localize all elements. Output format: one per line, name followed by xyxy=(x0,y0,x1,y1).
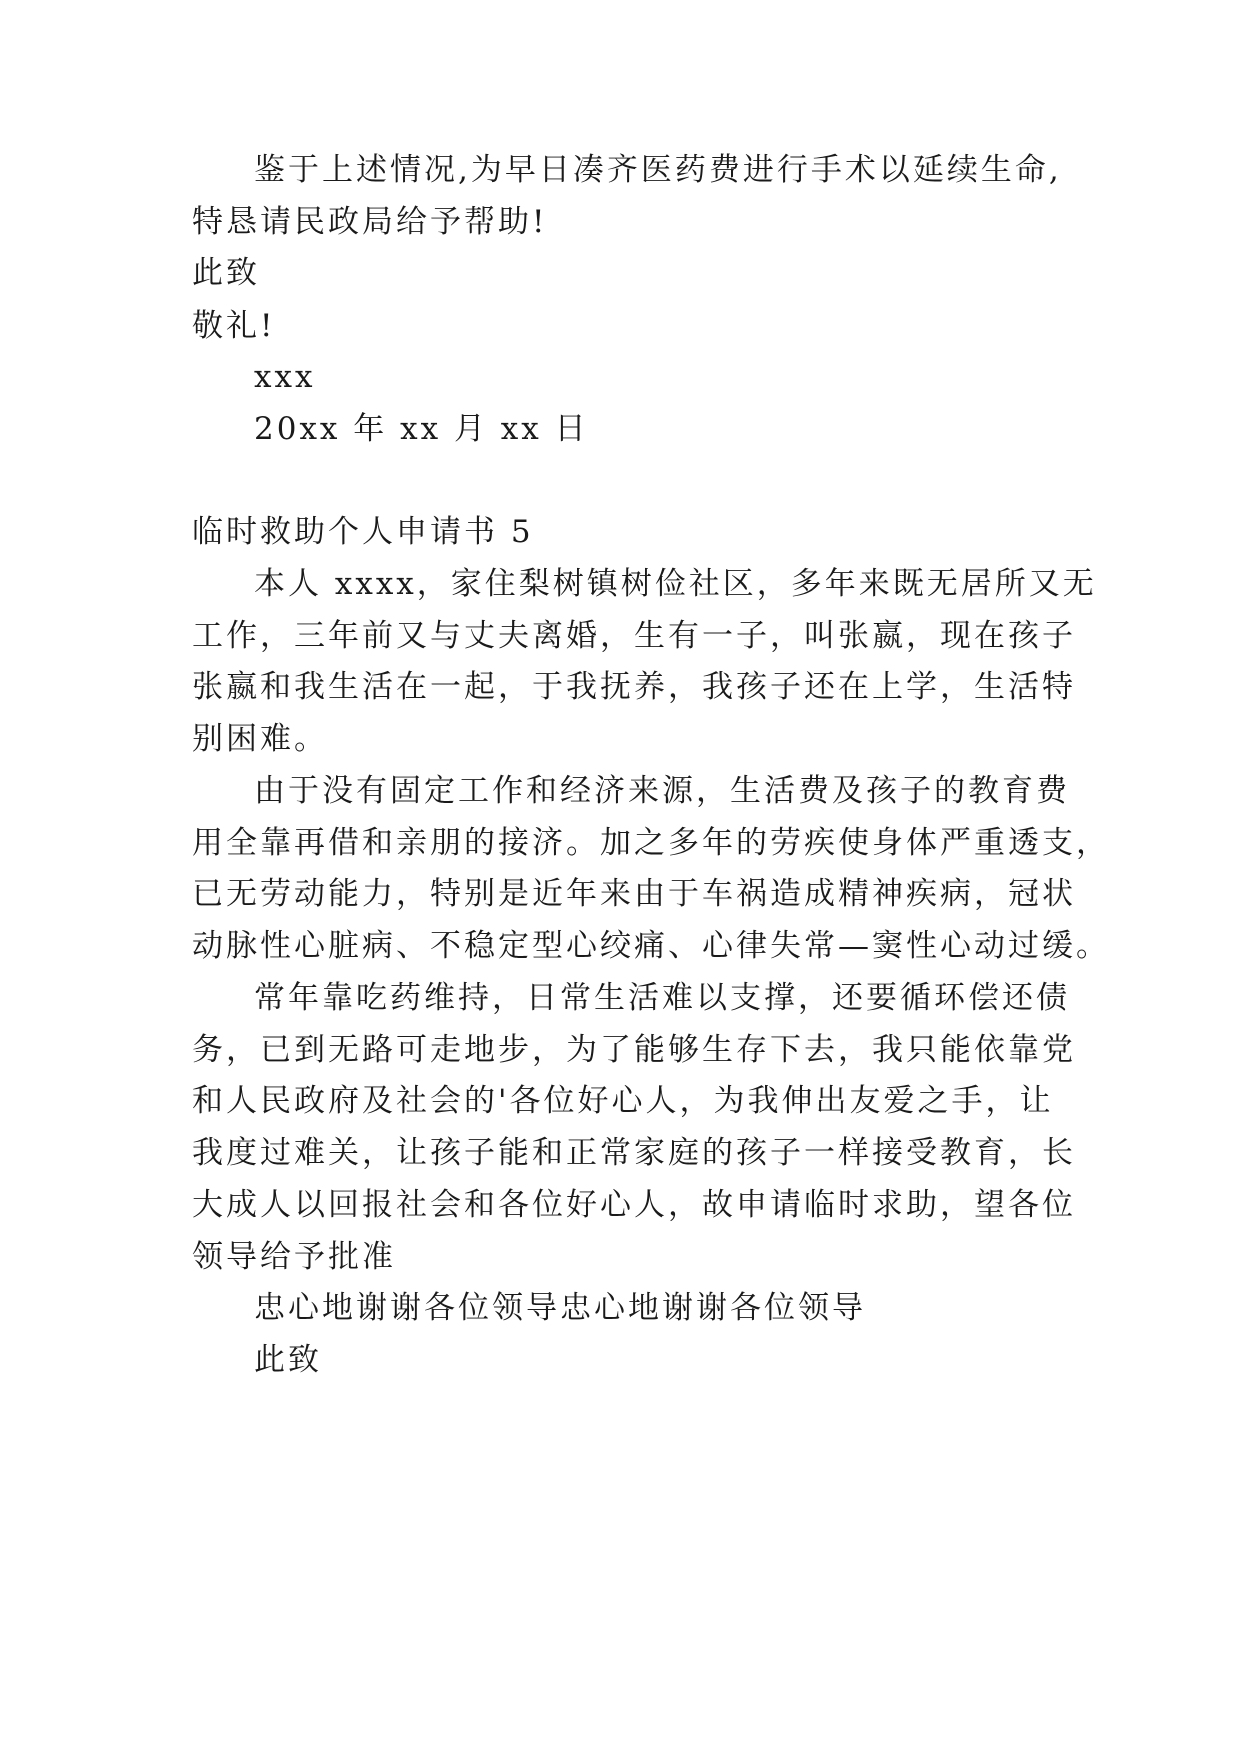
paragraph-line: 我度过难关，让孩子能和正常家庭的孩子一样接受教育，长 xyxy=(192,1135,1076,1171)
paragraph-line: 本人 xxxx，家住梨树镇树俭社区，多年来既无居所又无 xyxy=(254,566,1097,602)
paragraph-line: 由于没有固定工作和经济来源，生活费及孩子的教育费 xyxy=(254,773,1070,809)
closing-text: 此致 xyxy=(192,255,260,291)
paragraph-line: 常年靠吃药维持，日常生活难以支撑，还要循环偿还债 xyxy=(254,980,1070,1016)
paragraph-line: 动脉性心脏病、不稳定型心绞痛、心律失常—窦性心动过缓。 xyxy=(192,928,1110,964)
paragraph-line: 务，已到无路可走地步，为了能够生存下去，我只能依靠党 xyxy=(192,1032,1076,1068)
salute-text: 敬礼! xyxy=(192,308,276,344)
paragraph-line: 已无劳动能力，特别是近年来由于车祸造成精神疾病，冠状 xyxy=(192,876,1076,912)
date-text: 20xx 年 xx 月 xx 日 xyxy=(254,411,589,447)
paragraph-line: 鉴于上述情况,为早日凑齐医药费进行手术以延续生命, xyxy=(254,152,1062,188)
paragraph-line: 张嬴和我生活在一起，于我抚养，我孩子还在上学，生活特 xyxy=(192,669,1076,705)
section-title: 临时救助个人申请书 5 xyxy=(192,514,534,550)
signature-text: xxx xyxy=(254,359,316,395)
paragraph-line: 别困难。 xyxy=(192,721,328,757)
paragraph-line: 特恳请民政局给予帮助! xyxy=(192,204,548,240)
closing-text: 此致 xyxy=(254,1342,322,1378)
thanks-text: 忠心地谢谢各位领导忠心地谢谢各位领导 xyxy=(254,1290,866,1326)
paragraph-line: 领导给予批准 xyxy=(192,1239,396,1275)
paragraph-line: 大成人以回报社会和各位好心人，故申请临时求助，望各位 xyxy=(192,1187,1076,1223)
paragraph-line: 用全靠再借和亲朋的接济。加之多年的劳疾使身体严重透支， xyxy=(192,825,1110,861)
paragraph-line: 和人民政府及社会的'各位好心人，为我伸出友爱之手，让 xyxy=(192,1083,1054,1119)
paragraph-line: 工作，三年前又与丈夫离婚，生有一子，叫张嬴，现在孩子 xyxy=(192,618,1076,654)
